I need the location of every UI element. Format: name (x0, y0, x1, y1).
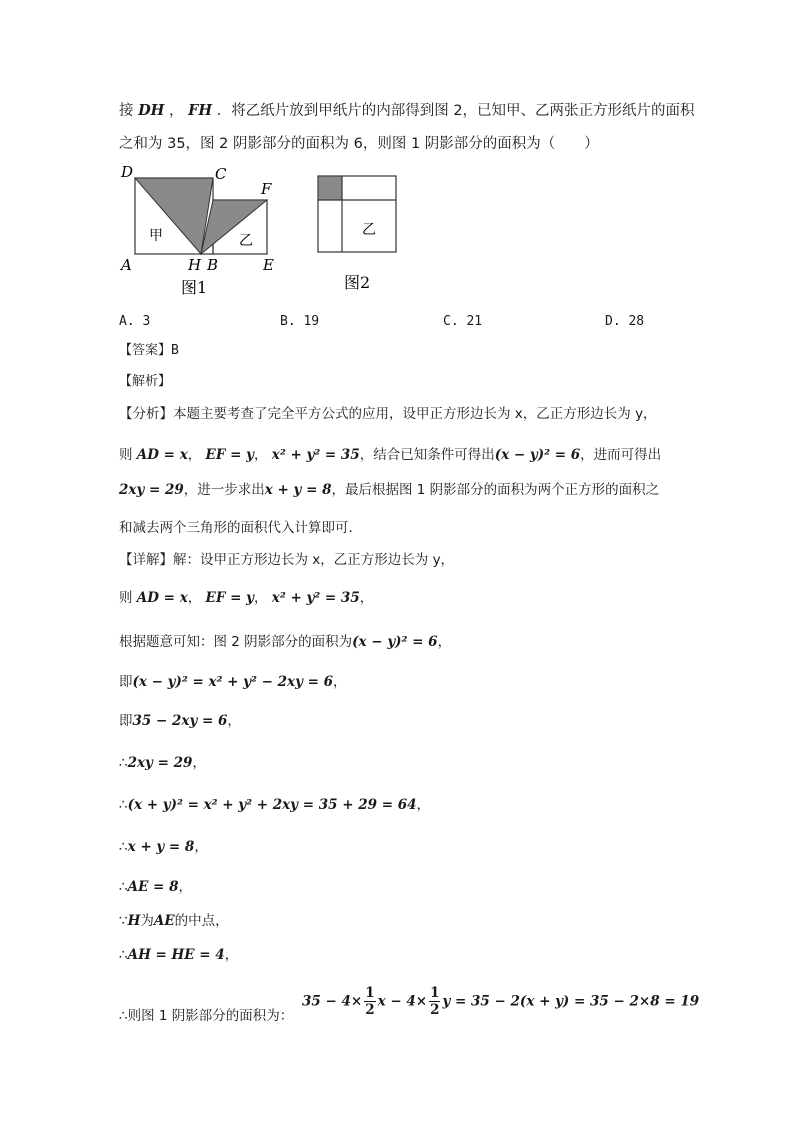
figure-1-caption: 图1 (181, 278, 208, 297)
detail-line-9 (119, 877, 192, 897)
fraction-numerator: 1 (430, 985, 440, 1001)
question-line-1 (119, 101, 695, 121)
detail-line-7 (119, 795, 430, 815)
shaded-square (318, 176, 342, 200)
math-ad: AD (136, 447, 159, 463)
final-equation (302, 985, 699, 1018)
option-b[interactable] (280, 314, 319, 329)
text: ， (416, 797, 431, 813)
therefore-symbol: ∴ (119, 755, 128, 771)
question-prefix: 接 (119, 103, 134, 119)
fenxi-line-2: 则 AD = x， EF = y， x² + y² = 35，结合已知条件可得出(x − y)² = 6，进而可得出 (119, 447, 662, 463)
text: 为 (140, 913, 154, 929)
label-a: A (121, 256, 132, 274)
text: ， (437, 634, 452, 650)
shaded-triangle-2 (201, 200, 267, 254)
text: 即 (119, 713, 133, 729)
math-eq: y = 35 − 2(x + y) = 35 − 2×8 = 19 (442, 993, 700, 1010)
text: 则 (119, 590, 133, 606)
math-ef: EF (205, 590, 226, 606)
text: 的中点， (174, 913, 229, 929)
answer-tag: 【答案】 (119, 343, 172, 358)
fraction-denominator: 2 (365, 1002, 375, 1018)
fraction-half (429, 985, 440, 1018)
text: ，最后根据图 1 阴影部分的面积为两个正方形的面积之 (331, 482, 660, 498)
math-eq: 35 − 4× (302, 993, 363, 1010)
math-sum: x² + y² = 35 (271, 590, 360, 606)
label-yi: 乙 (239, 233, 253, 249)
text: ，进一步求出 (183, 482, 265, 498)
label-d: D (121, 163, 134, 181)
because-symbol: ∵ (119, 913, 128, 929)
option-value: 3 (142, 314, 151, 329)
math-ad: AD (136, 590, 159, 606)
math-eq: (x − y)² = x² + y² − 2xy = 6 (132, 674, 334, 690)
detail-line-3 (119, 632, 451, 652)
fenxi-text: 本题主要考查了完全平方公式的应用，设甲正方形边长为 x，乙正方形边长为 y， (173, 406, 657, 422)
fraction-denominator: 2 (430, 1002, 440, 1018)
text: ，进而可得出 (580, 447, 662, 463)
segment-dh: DH (138, 102, 165, 119)
figure-2-caption: 图2 (344, 273, 371, 292)
math-eq: = y (225, 590, 254, 606)
option-value: 19 (303, 314, 320, 329)
text: ， (359, 590, 374, 606)
answer-value: B (171, 343, 179, 358)
label-f: F (261, 180, 272, 198)
text: 则 (119, 447, 133, 463)
fenxi-line-3 (119, 480, 659, 500)
fenxi-line-4: 和减去两个三角形的面积代入计算即可． (119, 520, 362, 536)
math-eq: (x + y)² = x² + y² + 2xy = 35 + 29 = 64 (127, 797, 417, 813)
therefore-symbol: ∴ (119, 879, 128, 895)
math-sum: x² + y² = 35 (271, 447, 360, 463)
label-h: H (188, 256, 202, 274)
detail-line-5 (119, 711, 241, 731)
label-e: E (263, 256, 274, 274)
math-ef: EF (205, 447, 226, 463)
detail-tag: 【详解】 (119, 552, 173, 568)
detail-line-4 (119, 672, 347, 692)
fenxi-line-1 (119, 404, 657, 424)
math-eq: 2xy = 29 (127, 755, 193, 771)
math-eq: = x (158, 447, 188, 463)
text: ， (192, 755, 206, 771)
detail-line-6 (119, 753, 206, 773)
figure-1 (115, 160, 295, 300)
math-eq: 35 − 2xy = 6 (132, 713, 228, 729)
text: ， (194, 839, 208, 855)
segment-fh: FH (188, 102, 213, 119)
therefore-symbol: ∴ (119, 839, 128, 855)
math-eq: AH = HE = 4 (127, 947, 225, 963)
option-letter: B. (280, 314, 296, 329)
detail-line-11 (119, 945, 238, 965)
text: ，结合已知条件可得出 (359, 447, 495, 463)
option-letter: A. (119, 314, 135, 329)
answer-line (119, 341, 179, 361)
math-x-plus-y: x + y = 8 (264, 482, 332, 498)
text: 根据题意可知：图 2 阴影部分的面积为 (119, 634, 353, 650)
label-yi-fig2: 乙 (362, 222, 376, 238)
therefore-symbol: ∴ (119, 947, 128, 963)
text: ， (178, 879, 192, 895)
text: 则图 1 阴影部分的面积为： (127, 1008, 294, 1024)
label-b: B (207, 256, 219, 274)
detail-line-10 (119, 911, 229, 931)
therefore-symbol: ∴ (119, 1008, 128, 1024)
label-c: C (215, 165, 227, 183)
detail-line-12-label (119, 1006, 293, 1026)
math-square: (x − y)² = 6 (494, 447, 581, 463)
text: ， (227, 713, 241, 729)
math-eq: AE = 8 (127, 879, 179, 895)
shaded-triangle-1 (135, 178, 213, 254)
option-a[interactable] (119, 314, 150, 329)
fenxi-tag: 【分析】 (119, 406, 173, 422)
detail-line-2: 则 AD = x， EF = y， x² + y² = 35， (119, 590, 374, 606)
option-d[interactable] (605, 314, 644, 329)
text: ， (333, 674, 347, 690)
therefore-symbol: ∴ (119, 797, 128, 813)
figure-2 (310, 168, 410, 298)
option-value: 21 (466, 314, 483, 329)
label-jia: 甲 (149, 228, 163, 244)
question-line-2: 之和为 35，图 2 阴影部分的面积为 6，则图 1 阴影部分的面积为（ ） (119, 136, 599, 152)
math-eq: (x − y)² = 6 (352, 634, 438, 650)
text: ， (224, 947, 239, 963)
math-eq: = x (158, 590, 188, 606)
math-h: H (127, 913, 141, 929)
fraction-half (364, 985, 375, 1018)
text: 即 (119, 674, 133, 690)
math-ae: AE (153, 913, 175, 929)
math-eq: x − 4× (377, 993, 428, 1010)
option-value: 28 (628, 314, 645, 329)
math-2xy: 2xy = 29 (119, 482, 184, 498)
detail-line-8 (119, 837, 208, 857)
option-letter: C. (443, 314, 459, 329)
question-text: ．将乙纸片放到甲纸片的内部得到图 2，已知甲、乙两张正方形纸片的面积 (216, 103, 695, 119)
analysis-tag: 【解析】 (119, 374, 172, 389)
detail-text: 解：设甲正方形边长为 x，乙正方形边长为 y， (173, 552, 455, 568)
math-eq: = y (225, 447, 254, 463)
detail-line-1 (119, 550, 454, 570)
option-c[interactable] (443, 314, 482, 329)
math-eq: x + y = 8 (127, 839, 195, 855)
fraction-numerator: 1 (365, 985, 375, 1001)
separator: ， (169, 103, 184, 119)
option-letter: D. (605, 314, 621, 329)
